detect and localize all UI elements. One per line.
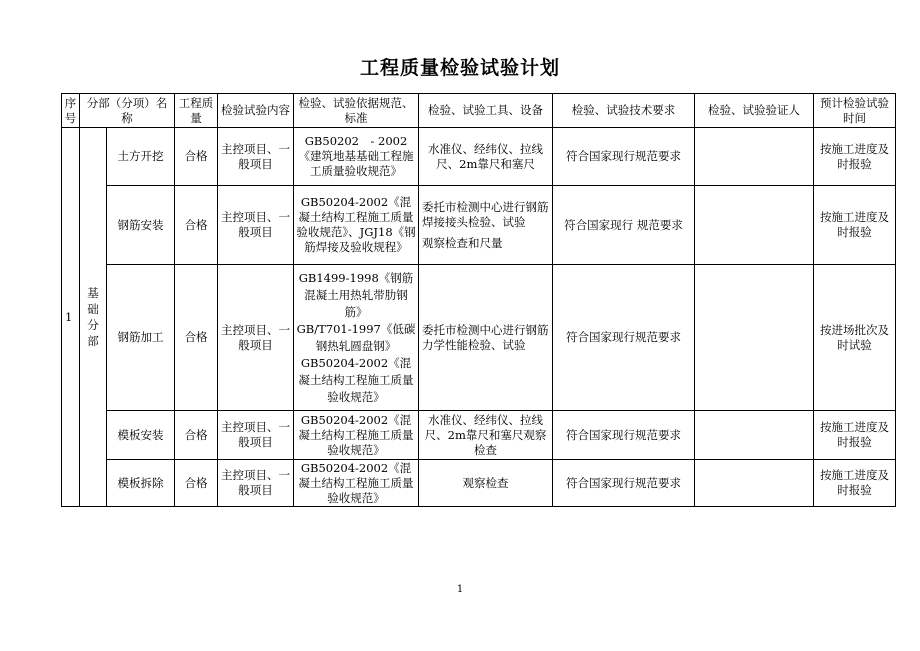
item-time: 按施工进度及时报验 [814,460,896,507]
item-witness [695,265,814,411]
item-name: 模板安装 [107,411,175,460]
item-witness [695,186,814,265]
item-witness [695,128,814,186]
table-row [62,460,896,507]
item-quality: 合格 [175,460,218,507]
page-number: 1 [456,584,464,595]
item-basis: GB50204-2002《混凝土结构工程施工质量验收规范》 [294,460,419,507]
table-row [62,265,896,411]
item-tools-extra: 观察检查和尺量 [422,235,503,250]
item-basis: GB50204-2002《混凝土结构工程施工质量验收规范》 [294,411,419,460]
item-tools: 委托市检测中心进行钢筋力学性能检验、试验 [419,265,553,411]
item-witness [695,460,814,507]
item-basis: GB50202 - 2002《建筑地基基础工程施工质量验收规范》 [294,128,419,186]
page-title: 工程质量检验试验计划 [359,57,560,79]
item-time: 按施工进度及时报验 [814,186,896,265]
item-quality: 合格 [175,186,218,265]
header-witness: 检验、试验验证人 [695,94,814,128]
item-name: 钢筋加工 [107,265,175,411]
item-time: 按施工进度及时报验 [814,128,896,186]
header-basis: 检验、试验依据规范、标准 [294,94,419,128]
item-name: 钢筋安装 [107,186,175,265]
header-time: 预计检验试验时间 [814,94,896,128]
table-row [62,186,896,265]
item-content: 主控项目、一般项目 [218,265,294,411]
item-time: 按施工进度及时报验 [814,411,896,460]
table-row [62,411,896,460]
group-seq: 1 [62,128,80,507]
item-basis: GB1499-1998《钢筋混凝土用热轧带肋钢筋》 [298,270,414,319]
item-witness [695,411,814,460]
item-name: 土方开挖 [107,128,175,186]
item-tech: 符合国家现行规范要求 [553,411,695,460]
item-content: 主控项目、一般项目 [218,411,294,460]
item-tools: 观察检查 [419,460,553,507]
header-quality: 工程质量 [175,94,218,128]
item-basis-extra: GB50204-2002《混凝土结构工程施工质量验收规范》 [298,355,414,404]
group-name: 基础分部 [87,286,99,348]
table-row [62,128,896,186]
item-quality: 合格 [175,411,218,460]
item-tech: 符合国家现行规范要求 [553,128,695,186]
item-basis-cell [294,265,419,411]
header-content: 检验试验内容 [218,94,294,128]
item-tools: 水准仪、经纬仪、拉线尺、2m靠尺和塞尺观察检查 [419,411,553,460]
item-tech: 符合国家现行 规范要求 [553,186,695,265]
table-header-row [62,94,896,128]
item-tools: 委托市检测中心进行钢筋焊接接头检验、试验 [422,199,549,229]
item-name: 模板拆除 [107,460,175,507]
item-tools: 水准仪、经纬仪、拉线尺、2m靠尺和塞尺 [419,128,553,186]
header-seq: 序号 [62,94,80,128]
item-basis: GB50204-2002《混凝土结构工程施工质量验收规范》、JGJ18《钢筋焊接及验收规程》 [294,186,419,265]
item-content: 主控项目、一般项目 [218,128,294,186]
item-time: 按进场批次及时试验 [814,265,896,411]
item-content: 主控项目、一般项目 [218,186,294,265]
item-quality: 合格 [175,265,218,411]
header-tools: 检验、试验工具、设备 [419,94,553,128]
header-tech: 检验、试验技术要求 [553,94,695,128]
item-basis-extra: GB/T701-1997《低碳钢热轧圆盘钢》 [296,321,416,353]
item-tech: 符合国家现行规范要求 [553,460,695,507]
header-part: 分部（分项）名称 [80,94,175,128]
group-name-cell [80,128,107,507]
inspection-plan-table [61,93,896,507]
item-tools-cell [419,186,553,265]
item-tech: 符合国家现行规范要求 [553,265,695,411]
item-quality: 合格 [175,128,218,186]
item-content: 主控项目、一般项目 [218,460,294,507]
